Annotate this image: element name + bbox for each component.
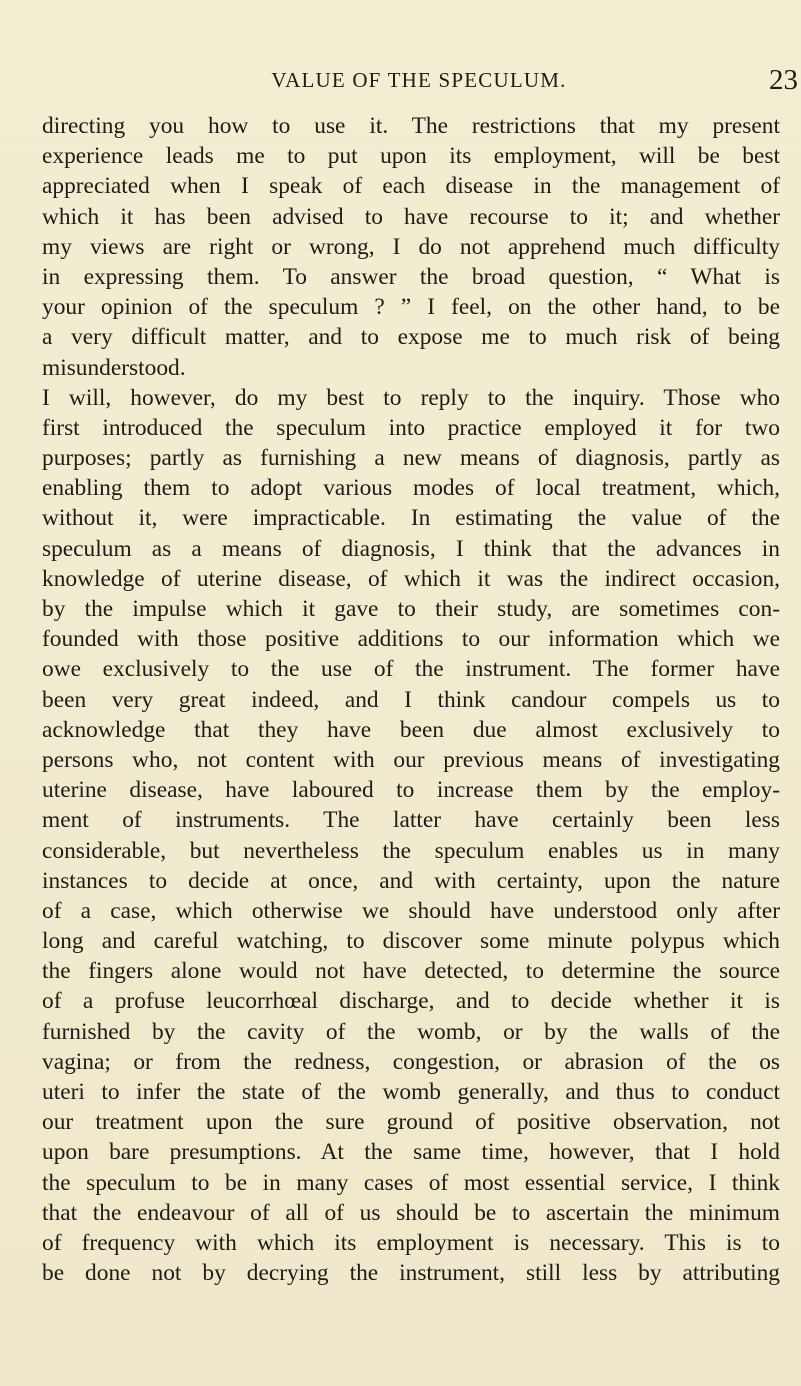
text-line: without it, were impracticable. In estimating the value of the [42,505,780,532]
paragraph-1 [42,111,780,383]
text-line: in expressing them. To answer the broad question, “ What is [42,263,780,290]
text-line: I will, however, do my best to reply to the inquiry. Those who [42,384,780,411]
text-line: uteri to infer the state of the womb generally, and thus to conduct [42,1079,780,1105]
text-line: vagina; or from the redness, congestion, or abrasion of the os [42,1048,780,1075]
text-line: your opinion of the speculum ? ” I feel, on the other hand, to be [42,294,780,321]
text-line: a very difficult matter, and to expose me to much risk of being [42,324,780,351]
text-line: be done not by decrying the instrument, still less by attributing [42,1260,780,1287]
text-line: knowledge of uterine disease, of which it was the indirect occasion, [42,565,780,592]
text-line: ment of instruments. The latter have certainly been less [42,807,780,834]
text-line: our treatment upon the sure ground of positive observation, not [42,1109,780,1136]
text-line: of frequency with which its employment is necessary. This is to [42,1229,780,1256]
text-line: upon bare presumptions. At the same time, however, that I hold [42,1139,780,1166]
text-line: of a case, which otherwise we should have understood only after [42,897,780,924]
body-text [42,111,780,1288]
text-line: speculum as a means of diagnosis, I think that the advances in [42,535,780,562]
text-line: by the impulse which it gave to their study, are sometimes con- [42,596,780,622]
text-line: directing you how to use it. The restrictions that my present [42,113,780,139]
text-line: founded with those positive additions to our information which we [42,626,780,653]
text-line: enabling them to adopt various modes of local treatment, which, [42,475,780,502]
running-title: VALUE OF THE SPECULUM. [271,68,567,92]
text-line: been very great indeed, and I think candour compels us to [42,686,780,713]
text-line: of a profuse leucorrhœal discharge, and to decide whether it is [42,988,780,1015]
running-head [40,60,798,100]
text-line: that the endeavour of all of us should be to ascertain the minimum [42,1199,780,1226]
text-line: the fingers alone would not have detected, to determine the source [42,958,780,985]
text-line: furnished by the cavity of the womb, or by the walls of the [42,1018,780,1045]
text-line: long and careful watching, to discover some minute polypus which [42,928,780,955]
text-line: first introduced the speculum into practice employed it for two [42,414,780,441]
text-line: which it has been advised to have recourse to it; and whether [42,203,780,230]
text-line: persons who, not content with our previous means of investigating [42,746,780,773]
text-line: misunderstood. [42,354,186,381]
text-line: experience leads me to put upon its employment, will be best [42,143,780,170]
text-line: my views are right or wrong, I do not apprehend much difficulty [42,233,780,260]
text-line: appreciated when I speak of each disease in the management of [42,173,780,200]
text-line: instances to decide at once, and with certainty, upon the nature [42,867,780,894]
paragraph-2 [42,383,780,1289]
text-line: owe exclusively to the use of the instrument. The former have [42,656,780,683]
page-number: 23 [769,64,798,96]
text-line: uterine disease, have laboured to increase them by the employ- [42,777,780,804]
text-line: acknowledge that they have been due almost exclusively to [42,716,780,743]
text-line: considerable, but nevertheless the speculum enables us in many [42,837,780,864]
text-line: the speculum to be in many cases of most essential service, I think [42,1169,780,1196]
text-line: purposes; partly as furnishing a new means of diagnosis, partly as [42,445,780,472]
